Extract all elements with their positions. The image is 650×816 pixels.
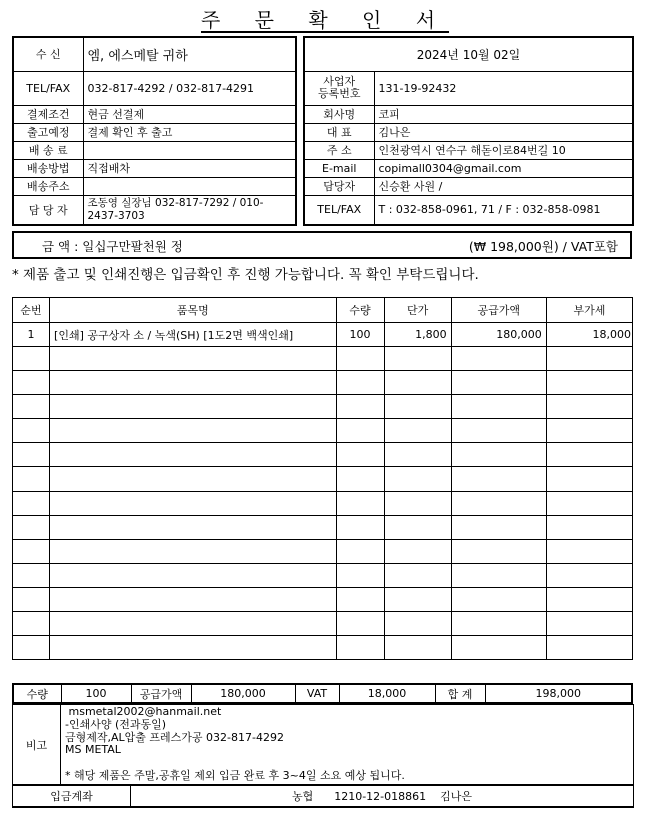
bizno-value: 131-19-92432	[374, 71, 633, 105]
remarks-label: 비고	[13, 705, 61, 785]
empty-cell	[50, 419, 336, 443]
empty-cell	[384, 587, 451, 611]
company-label: 회사명	[304, 105, 374, 123]
empty-table-row	[13, 612, 633, 636]
empty-cell	[384, 371, 451, 395]
totals-table	[12, 683, 633, 704]
empty-cell	[336, 347, 384, 371]
total-vat-value: 18,000	[339, 684, 435, 703]
empty-cell	[50, 491, 336, 515]
amount-bar	[12, 231, 632, 259]
delivery-address-value	[83, 177, 296, 195]
ceo-label: 대 표	[304, 123, 374, 141]
recipient-value: 엠, 에스메탈 귀하	[83, 37, 296, 71]
delivery-fee-value	[83, 141, 296, 159]
empty-cell	[50, 443, 336, 467]
empty-cell	[13, 467, 50, 491]
empty-cell	[13, 515, 50, 539]
page-title: 주 문 확 인 서	[200, 8, 450, 32]
col-header-vat: 부가세	[546, 298, 632, 323]
empty-cell	[13, 636, 50, 660]
empty-cell	[451, 347, 546, 371]
delivery-method-value: 직접배차	[83, 159, 296, 177]
empty-cell	[546, 612, 632, 636]
empty-cell	[336, 515, 384, 539]
amount-numeric: (₩ 198,000원) / VAT포함	[468, 239, 618, 254]
empty-table-row	[13, 515, 633, 539]
empty-cell	[546, 395, 632, 419]
email-label: E-mail	[304, 159, 374, 177]
empty-cell	[384, 636, 451, 660]
empty-cell	[13, 443, 50, 467]
amount-korean: 금 액 : 일십구만팔천원 정	[42, 239, 183, 254]
empty-cell	[336, 419, 384, 443]
empty-cell	[13, 539, 50, 563]
supplier-address-label: 주 소	[304, 141, 374, 159]
empty-cell	[13, 395, 50, 419]
empty-cell	[546, 419, 632, 443]
empty-cell	[336, 612, 384, 636]
empty-cell	[546, 491, 632, 515]
col-header-item: 품목명	[50, 298, 336, 323]
total-qty-label: 수량	[13, 684, 61, 703]
col-header-no: 순번	[13, 298, 50, 323]
empty-cell	[546, 636, 632, 660]
empty-cell	[384, 347, 451, 371]
release-label: 출고예정	[13, 123, 83, 141]
empty-cell	[451, 587, 546, 611]
empty-cell	[546, 347, 632, 371]
empty-cell	[336, 563, 384, 587]
empty-table-row	[13, 467, 633, 491]
total-vat-label: VAT	[295, 684, 339, 703]
empty-cell	[13, 491, 50, 515]
empty-table-row	[13, 563, 633, 587]
empty-table-row	[13, 587, 633, 611]
empty-cell	[384, 443, 451, 467]
row-unit-price: 1,800	[384, 323, 451, 347]
items-table	[12, 297, 633, 660]
empty-cell	[546, 443, 632, 467]
total-qty-value: 100	[61, 684, 131, 703]
empty-table-row	[13, 347, 633, 371]
supplier-table	[303, 36, 634, 226]
delivery-method-label: 배송방법	[13, 159, 83, 177]
table-row	[13, 323, 633, 347]
empty-cell	[13, 563, 50, 587]
total-sum-value: 198,000	[485, 684, 632, 703]
empty-cell	[384, 515, 451, 539]
empty-cell	[451, 539, 546, 563]
remarks-line: msmetal2002@hanmail.net	[65, 705, 222, 718]
empty-cell	[451, 371, 546, 395]
recipient-table	[12, 36, 297, 226]
account-table	[12, 785, 634, 808]
account-label: 입금계좌	[13, 786, 131, 807]
empty-table-row	[13, 371, 633, 395]
empty-table-row	[13, 636, 633, 660]
empty-cell	[50, 587, 336, 611]
company-value: 코피	[374, 105, 633, 123]
empty-cell	[50, 515, 336, 539]
empty-table-row	[13, 491, 633, 515]
empty-cell	[336, 467, 384, 491]
delivery-fee-label: 배 송 료	[13, 141, 83, 159]
recipient-contact-label: 담 당 자	[13, 195, 83, 225]
release-value: 결제 확인 후 출고	[83, 123, 296, 141]
empty-cell	[50, 636, 336, 660]
empty-cell	[336, 371, 384, 395]
empty-cell	[451, 515, 546, 539]
empty-cell	[13, 371, 50, 395]
empty-table-row	[13, 419, 633, 443]
remarks-line: * 해당 제품은 주말,공휴일 제외 입금 완료 후 3~4일 소요 예상 됩니다.	[65, 768, 405, 782]
remarks-line: -인쇄사양 (전과동일)	[65, 717, 167, 731]
row-vat: 18,000	[546, 323, 632, 347]
col-header-supply: 공급가액	[451, 298, 546, 323]
supplier-contact-label: 담당자	[304, 177, 374, 195]
row-supply: 180,000	[451, 323, 546, 347]
total-sum-label: 합 계	[435, 684, 485, 703]
remarks-table	[12, 704, 634, 785]
col-header-qty: 수량	[336, 298, 384, 323]
empty-cell	[546, 515, 632, 539]
delivery-address-label: 배송주소	[13, 177, 83, 195]
empty-cell	[13, 612, 50, 636]
recipient-contact-value: 조동영 실장님 032-817-7292 / 010- 2437-3703	[83, 195, 296, 225]
empty-cell	[451, 636, 546, 660]
row-item: [인쇄] 공구상자 소 / 녹색(SH) [1도2면 백색인쇄]	[50, 323, 336, 347]
order-date: 2024년 10월 02일	[304, 37, 633, 71]
supplier-telfax-label: TEL/FAX	[304, 195, 374, 225]
empty-cell	[13, 419, 50, 443]
payment-label: 결제조건	[13, 105, 83, 123]
recipient-telfax-value: 032-817-4292 / 032-817-4291	[83, 71, 296, 105]
recipient-label: 수 신	[13, 37, 83, 71]
empty-cell	[384, 419, 451, 443]
empty-cell	[546, 371, 632, 395]
empty-cell	[336, 636, 384, 660]
empty-table-row	[13, 443, 633, 467]
empty-cell	[451, 467, 546, 491]
notice-text: * 제품 출고 및 인쇄진행은 입금확인 후 진행 가능합니다. 꼭 확인 부탁드립니다.	[12, 267, 479, 283]
empty-cell	[546, 587, 632, 611]
recipient-telfax-label: TEL/FAX	[13, 71, 83, 105]
empty-cell	[50, 371, 336, 395]
bizno-label: 사업자 등록번호	[304, 71, 374, 105]
empty-cell	[546, 539, 632, 563]
empty-cell	[451, 443, 546, 467]
total-supply-value: 180,000	[191, 684, 295, 703]
empty-cell	[451, 419, 546, 443]
empty-cell	[384, 612, 451, 636]
supplier-telfax-value: T : 032-858-0961, 71 / F : 032-858-0981	[374, 195, 633, 225]
empty-cell	[451, 563, 546, 587]
empty-cell	[50, 467, 336, 491]
empty-cell	[50, 347, 336, 371]
empty-cell	[546, 563, 632, 587]
empty-cell	[50, 612, 336, 636]
empty-cell	[50, 539, 336, 563]
row-qty: 100	[336, 323, 384, 347]
email-value: copimall0304@gmail.com	[374, 159, 633, 177]
empty-table-row	[13, 395, 633, 419]
empty-cell	[50, 395, 336, 419]
remarks-line: 금형제작,AL압출 프레스가공 032-817-4292	[65, 730, 284, 744]
empty-cell	[336, 491, 384, 515]
remarks-line: MS METAL	[65, 743, 121, 757]
empty-cell	[50, 563, 336, 587]
supplier-address-value: 인천광역시 연수구 해돋이로84번길 10	[374, 141, 633, 159]
empty-cell	[451, 395, 546, 419]
supplier-contact-value: 신승환 사원 /	[374, 177, 633, 195]
empty-cell	[336, 443, 384, 467]
total-supply-label: 공급가액	[131, 684, 191, 703]
col-header-unit-price: 단가	[384, 298, 451, 323]
remarks-text	[61, 705, 634, 785]
empty-cell	[384, 563, 451, 587]
ceo-value: 김나은	[374, 123, 633, 141]
empty-cell	[336, 587, 384, 611]
row-no: 1	[13, 323, 50, 347]
empty-cell	[336, 395, 384, 419]
empty-cell	[384, 539, 451, 563]
empty-cell	[384, 467, 451, 491]
empty-cell	[451, 491, 546, 515]
empty-cell	[384, 491, 451, 515]
empty-table-row	[13, 539, 633, 563]
payment-value: 현금 선결제	[83, 105, 296, 123]
empty-cell	[13, 587, 50, 611]
account-value: 농협 1210-12-018861 김나은	[131, 786, 634, 807]
items-header-row	[13, 298, 633, 323]
empty-cell	[384, 395, 451, 419]
empty-cell	[13, 347, 50, 371]
empty-cell	[451, 612, 546, 636]
empty-cell	[546, 467, 632, 491]
empty-cell	[336, 539, 384, 563]
